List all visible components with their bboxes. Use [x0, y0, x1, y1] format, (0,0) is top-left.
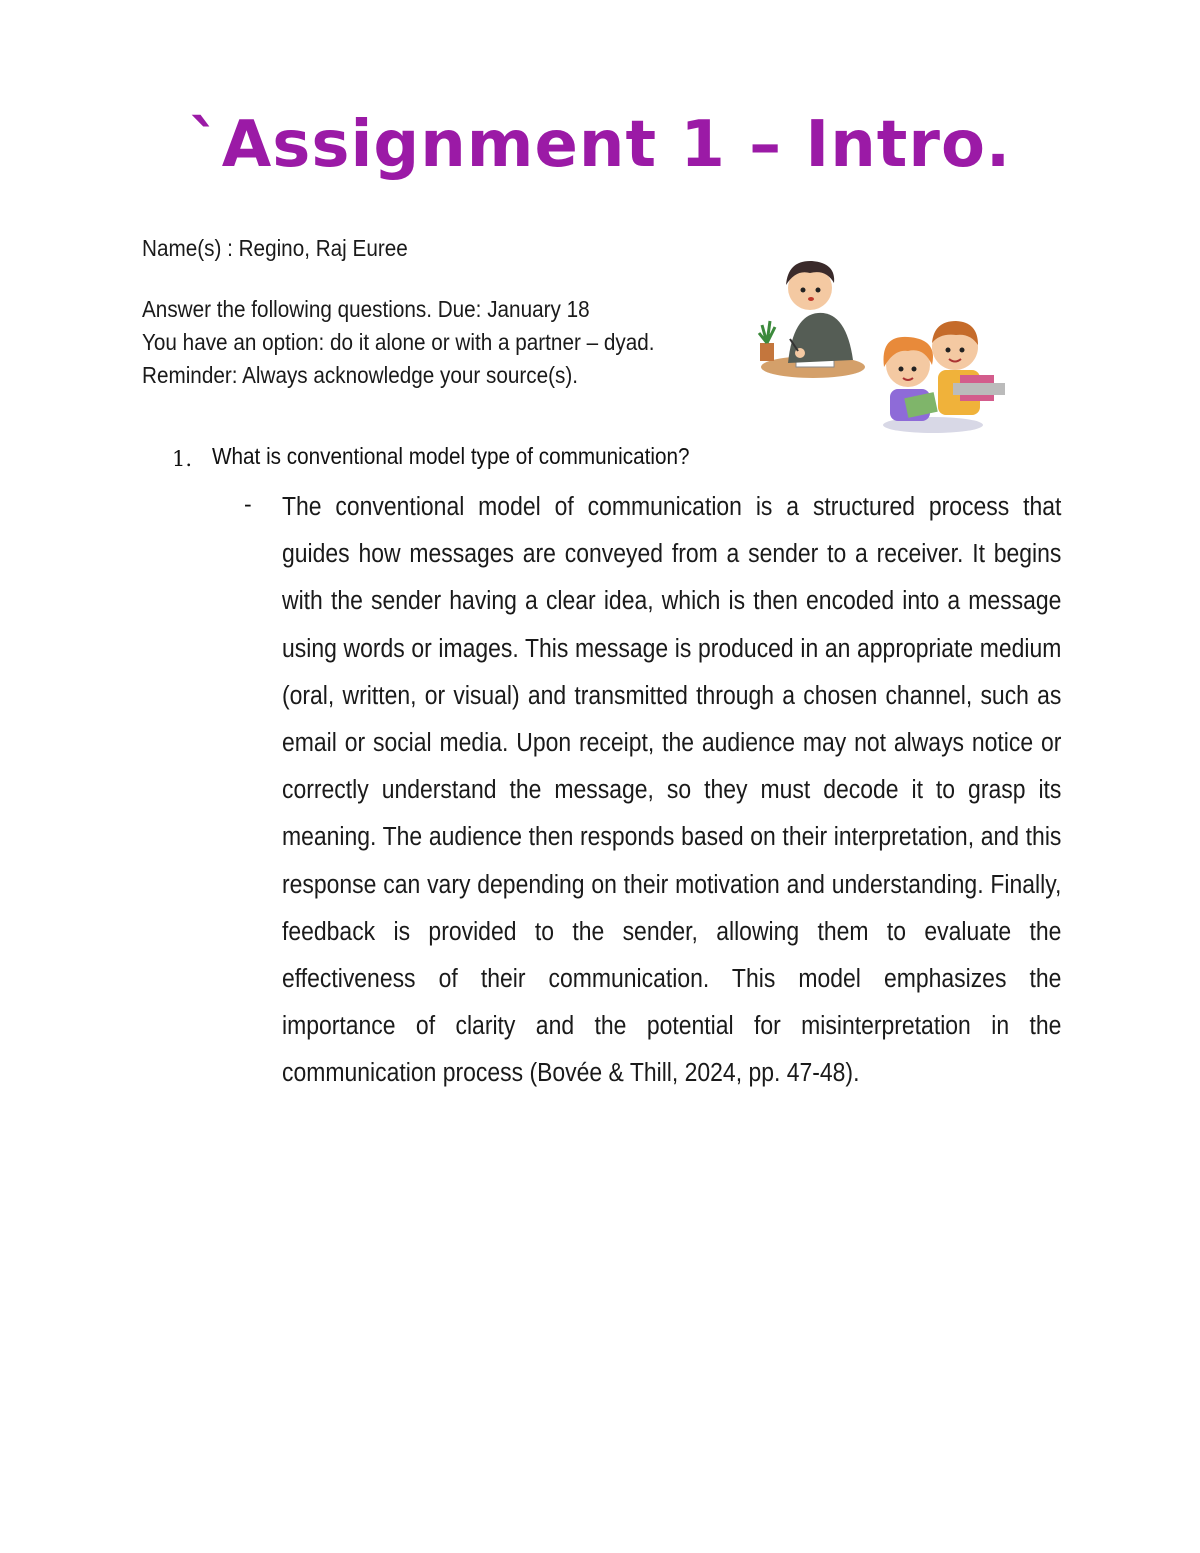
instruction-reminder: Reminder: Always acknowledge your source(s). — [142, 362, 579, 388]
question-number: 1. — [172, 447, 193, 471]
instruction-due-date: Answer the following questions. Due: January 18 — [142, 296, 590, 322]
children-studying-illustration — [748, 255, 1023, 435]
answer-bullet: - — [244, 491, 252, 517]
children-studying-icon — [748, 255, 1023, 435]
student-name-line: Name(s) : Regino, Raj Euree — [142, 235, 408, 261]
question-text: What is conventional model type of communication? — [212, 443, 690, 469]
answer-paragraph: The conventional model of communication is a structured process that guides how messages are conveyed from a sender to a receiver. It begins with the sender having a clear idea, which is then encoded into a message using words or images. This message is produced in an appropriate medium (oral, written, or visual) and transmitted through a chosen channel, such as email or social media. Upon receipt, the audience may not always notice or correctly understand the message, so they must decode it to grasp its meaning. The audience then responds based on their interpretation, and this response can vary depending on their motivation and understanding. Finally, feedback is provided to the sender, allowing them to evaluate the effectiveness of their communication. This model emphasizes the importance of clarity and the potential for misinterpretation in the communication process (Bovée & Thill, 2024, pp. 47-48). — [282, 493, 1062, 1088]
assignment-title: `Assignment 1 – Intro. — [188, 108, 1012, 182]
instruction-partner-option: You have an option: do it alone or with a partner – dyad. — [142, 329, 655, 355]
